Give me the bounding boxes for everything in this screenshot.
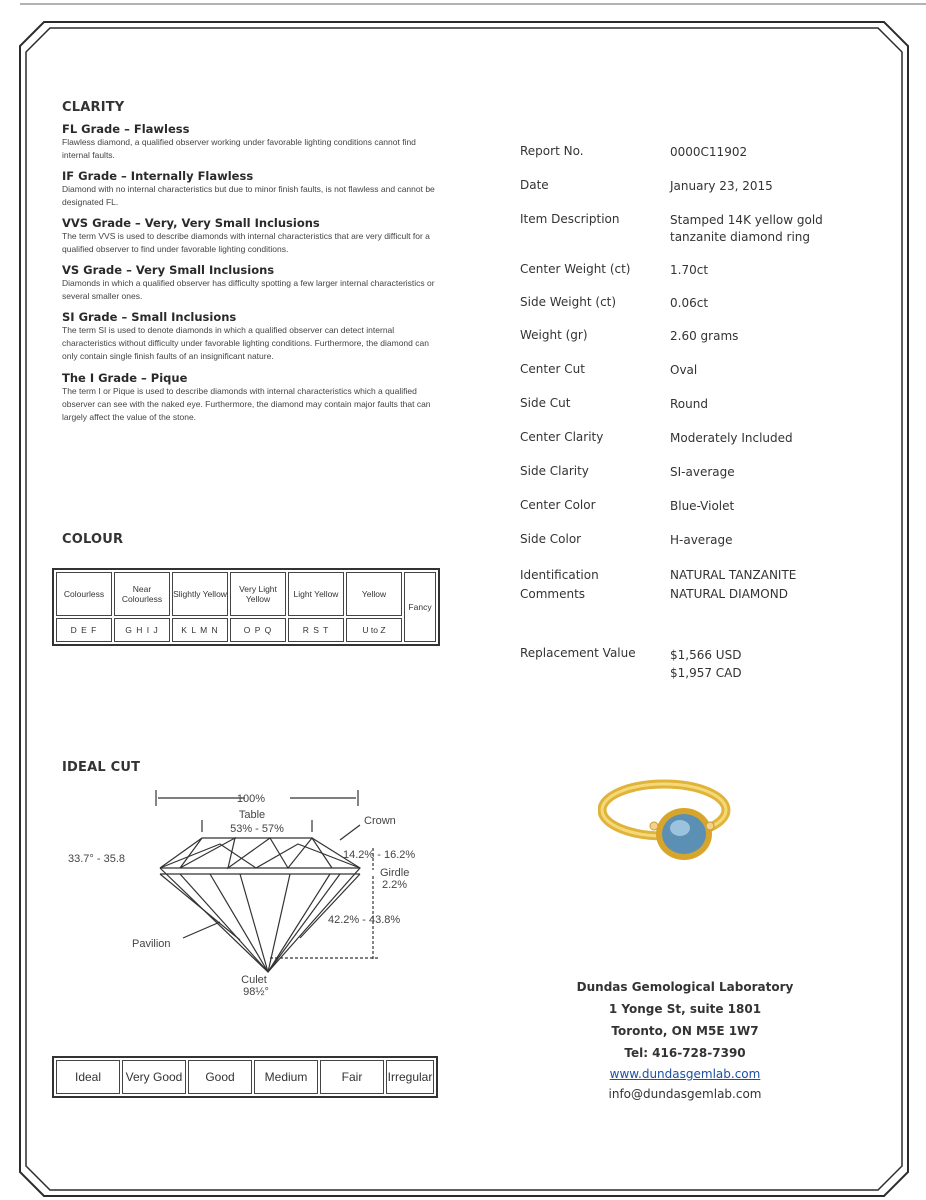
colour-letters-cell: K L M N bbox=[172, 618, 228, 642]
identification-label: Identification bbox=[520, 568, 599, 582]
grade-text: The term SI is used to denote diamonds in which a qualified observer can detect internal characteristics without difficulty under favorable lighting conditions. Furthermore, the diamond can only contain single finish faults of an insignificant nature. bbox=[62, 325, 429, 361]
culet-angle-label: 98½° bbox=[243, 986, 269, 998]
colour-scale-row bbox=[56, 572, 436, 616]
website-link[interactable]: www.dundasgemlab.com bbox=[609, 1067, 761, 1081]
colour-name-cell: Fancy bbox=[404, 572, 436, 642]
report-value: Oval bbox=[670, 363, 698, 377]
report-row bbox=[520, 362, 840, 396]
report-row bbox=[520, 212, 840, 262]
lab-city: Toronto, ON M5E 1W7 bbox=[611, 1024, 759, 1038]
lab-phone: Tel: 416-728-7390 bbox=[624, 1046, 746, 1060]
ring-photo bbox=[598, 770, 758, 880]
colour-name-cell: Yellow bbox=[346, 572, 402, 616]
grade-item bbox=[62, 169, 442, 216]
replacement-cad: $1,957 CAD bbox=[670, 666, 742, 680]
colour-letters-cell: D E F bbox=[56, 618, 112, 642]
girdle-label: Girdle bbox=[380, 867, 410, 879]
comments-value: NATURAL DIAMOND bbox=[670, 587, 788, 601]
report-row bbox=[520, 178, 840, 212]
report-row bbox=[520, 464, 840, 498]
report-value: 0.06ct bbox=[670, 296, 709, 310]
colour-letters-cell: U to Z bbox=[346, 618, 402, 642]
cut-scale-cell: Medium bbox=[254, 1060, 318, 1094]
cut-scale-table bbox=[52, 1056, 438, 1098]
report-label: Center Weight (ct) bbox=[520, 262, 631, 276]
cut-scale-cell: Very Good bbox=[122, 1060, 186, 1094]
report-value: Stamped 14K yellow gold tanzanite diamond ring bbox=[670, 213, 823, 244]
crown-label: Crown bbox=[364, 815, 396, 827]
grade-text: Flawless diamond, a qualified observer working under favorable lighting conditions cannot find internal faults. bbox=[62, 137, 416, 160]
clarity-title: CLARITY bbox=[62, 100, 125, 115]
identification-labels bbox=[520, 566, 670, 646]
colour-title: COLOUR bbox=[62, 532, 124, 547]
lab-website bbox=[530, 1064, 840, 1084]
colour-letters-cell: G H I J bbox=[114, 618, 170, 642]
grade-text: The term I or Pique is used to describe diamonds with internal characteristics which a qualified observer can see with the naked eye. Furthermore, the diamond may contain major faults that can largely affect the value of the stone. bbox=[62, 386, 431, 422]
report-value: Round bbox=[670, 397, 708, 411]
identification-row bbox=[520, 566, 840, 646]
table-label: Table bbox=[238, 809, 266, 821]
grade-heading: FL Grade – Flawless bbox=[62, 122, 190, 136]
colour-name-cell: Colourless bbox=[56, 572, 112, 616]
report-label: Report No. bbox=[520, 144, 584, 158]
report-label: Weight (gr) bbox=[520, 328, 588, 342]
report-value: SI-average bbox=[670, 465, 735, 479]
report-label: Side Weight (ct) bbox=[520, 295, 617, 309]
grade-item bbox=[62, 216, 442, 263]
lab-name: Dundas Gemological Laboratory bbox=[576, 980, 794, 994]
cut-scale-cell: Good bbox=[188, 1060, 252, 1094]
grade-item bbox=[62, 263, 442, 310]
lab-email: info@dundasgemlab.com bbox=[608, 1087, 762, 1101]
width-label: 100% bbox=[236, 793, 266, 805]
pavilion-label: Pavilion bbox=[132, 938, 171, 950]
pavilion-depth-label: 42.2% - 43.8% bbox=[328, 914, 401, 926]
comments-label: Comments bbox=[520, 587, 586, 601]
grade-item bbox=[62, 371, 442, 432]
grade-item bbox=[62, 122, 442, 169]
report-row bbox=[520, 498, 840, 532]
colour-letters-row bbox=[56, 618, 436, 642]
report-row bbox=[520, 328, 840, 362]
grade-heading: IF Grade – Internally Flawless bbox=[62, 169, 254, 183]
colour-name-cell: Slightly Yellow bbox=[172, 572, 228, 616]
identification-values bbox=[670, 566, 840, 646]
report-label: Center Color bbox=[520, 498, 596, 512]
report-value: Blue-Violet bbox=[670, 499, 735, 513]
colour-scale-table bbox=[52, 568, 440, 646]
colour-name-cell: Very Light Yellow bbox=[230, 572, 286, 616]
grade-heading: VVS Grade – Very, Very Small Inclusions bbox=[62, 216, 320, 230]
identification-value: NATURAL TANZANITE bbox=[670, 568, 797, 582]
culet-label: Culet bbox=[241, 974, 267, 986]
report-value: 2.60 grams bbox=[670, 329, 739, 343]
report-value: H-average bbox=[670, 533, 733, 547]
clarity-grades bbox=[62, 122, 442, 432]
report-details bbox=[520, 144, 840, 686]
cut-scale-cell: Irregular bbox=[386, 1060, 434, 1094]
report-label: Date bbox=[520, 178, 549, 192]
report-value: 0000C11902 bbox=[670, 145, 748, 159]
report-value: 1.70ct bbox=[670, 263, 709, 277]
report-value: January 23, 2015 bbox=[670, 179, 773, 193]
report-value: Moderately Included bbox=[670, 431, 793, 445]
lab-address: 1 Yonge St, suite 1801 bbox=[608, 1002, 762, 1016]
report-row bbox=[520, 532, 840, 566]
report-label: Center Cut bbox=[520, 362, 585, 376]
colour-letters-cell: O P Q bbox=[230, 618, 286, 642]
grade-heading: SI Grade – Small Inclusions bbox=[62, 310, 237, 324]
colour-name-cell: Near Colourless bbox=[114, 572, 170, 616]
ideal-cut-diagram bbox=[40, 780, 440, 1000]
grade-text: Diamond with no internal characteristics but due to minor finish faults, is not flawless and cannot be designated FL. bbox=[62, 184, 435, 207]
girdle-value-label: 2.2% bbox=[382, 879, 408, 891]
report-label: Item Description bbox=[520, 212, 620, 226]
replacement-usd: $1,566 USD bbox=[670, 648, 742, 662]
grade-item bbox=[62, 310, 442, 371]
report-label: Side Cut bbox=[520, 396, 571, 410]
report-row bbox=[520, 396, 840, 430]
report-row bbox=[520, 295, 840, 328]
grade-heading: The I Grade – Pique bbox=[62, 371, 188, 385]
report-row bbox=[520, 430, 840, 464]
replacement-row bbox=[520, 646, 840, 686]
cut-scale-row bbox=[56, 1060, 434, 1094]
colour-letters-cell: R S T bbox=[288, 618, 344, 642]
ideal-cut-title: IDEAL CUT bbox=[62, 760, 141, 775]
lab-info bbox=[530, 976, 840, 1104]
colour-name-cell: Light Yellow bbox=[288, 572, 344, 616]
report-label: Center Clarity bbox=[520, 430, 604, 444]
grade-heading: VS Grade – Very Small Inclusions bbox=[62, 263, 275, 277]
report-label: Side Color bbox=[520, 532, 582, 546]
report-label: Side Clarity bbox=[520, 464, 589, 478]
cut-scale-cell: Ideal bbox=[56, 1060, 120, 1094]
grade-text: Diamonds in which a qualified observer has difficulty spotting a few larger internal characteristics or several smaller ones. bbox=[62, 278, 435, 301]
report-row bbox=[520, 144, 840, 178]
replacement-label: Replacement Value bbox=[520, 646, 636, 660]
crown-height-label: 14.2% - 16.2% bbox=[343, 849, 416, 861]
cut-scale-cell: Fair bbox=[320, 1060, 384, 1094]
crown-angle-label: 33.7° - 35.8 bbox=[68, 853, 125, 865]
replacement-values bbox=[670, 646, 840, 686]
table-range-label: 53% - 57% bbox=[230, 823, 284, 835]
grade-text: The term VVS is used to describe diamonds with internal characteristics that are very difficult for a qualified observer to find under favorable lighting conditions. bbox=[62, 231, 430, 254]
report-row bbox=[520, 262, 840, 295]
